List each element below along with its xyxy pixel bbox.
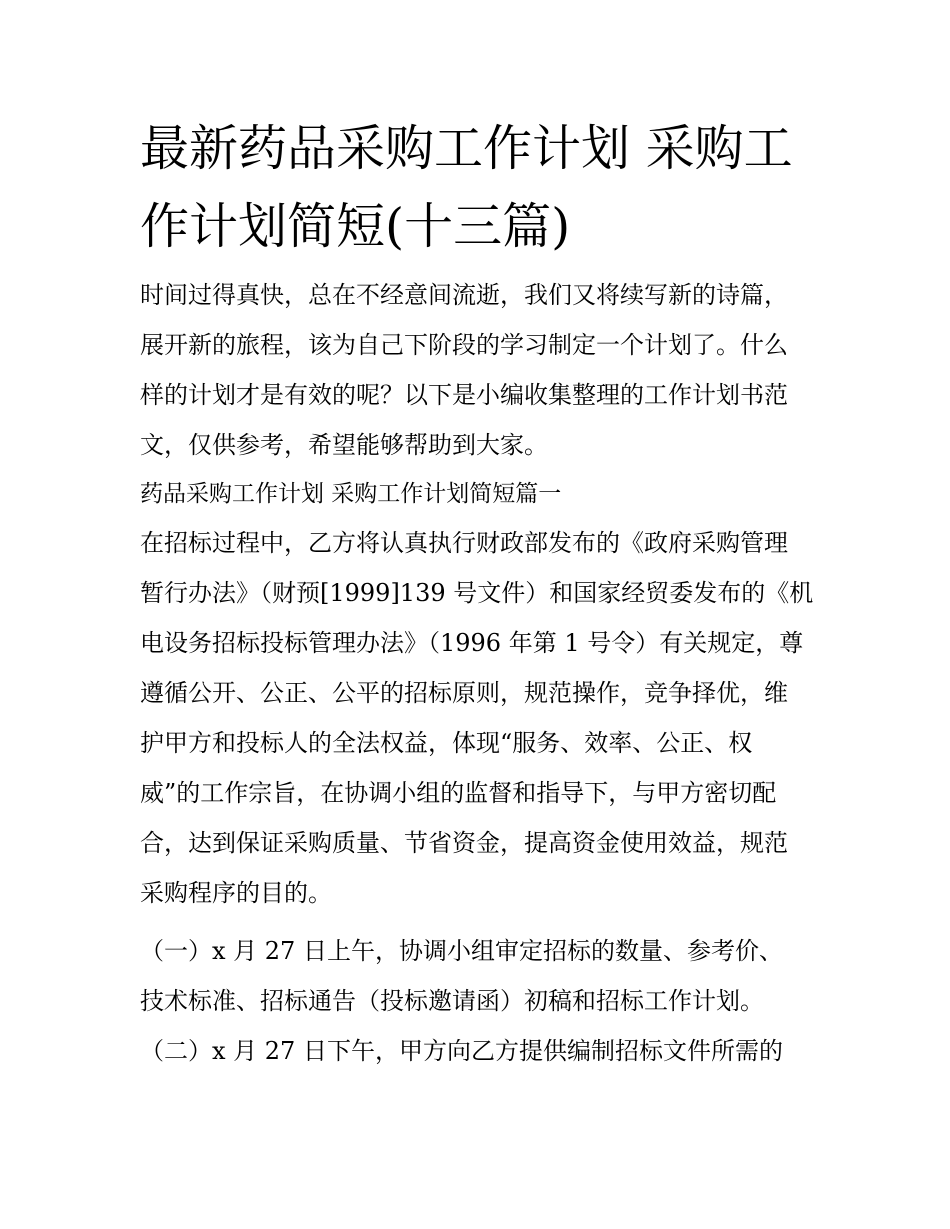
text-line: 样的计划才是有效的呢？以下是小编收集整理的工作计划书范 [140,381,788,409]
text-line: 电设务招标投标管理办法》（1996 年第 1 号令）有关规定，尊 [140,629,804,657]
list-item: 技术标准、招标通告（投标邀请函）初稿和招标工作计划。 [140,987,764,1015]
text-line: 合，达到保证采购质量、节省资金，提高资金使用效益，规范 [140,829,788,857]
list-item: （一）x 月 27 日上午，协调小组审定招标的数量、参考价、 [140,937,783,965]
text-line: 威”的工作宗旨，在协调小组的监督和指导下，与甲方密切配 [140,779,777,807]
list-item: （二）x 月 27 日下午，甲方向乙方提供编制招标文件所需的 [140,1037,783,1065]
text-line: 文，仅供参考，希望能够帮助到大家。 [140,431,548,459]
item-list [140,926,812,1076]
document-content [140,110,812,1076]
title-line: 最新药品采购工作计划 采购工 [140,120,793,177]
text-line: 展开新的旅程，该为自己下阶段的学习制定一个计划了。什么 [140,331,788,359]
body-paragraph [140,518,812,918]
intro-paragraph [140,270,812,470]
section-heading: 药品采购工作计划 采购工作计划简短篇一 [140,481,562,507]
text-line: 护甲方和投标人的全法权益，体现“服务、效率、公正、权 [140,729,753,757]
text-line: 采购程序的目的。 [140,879,332,907]
title-line: 作计划简短(十三篇) [140,198,571,255]
text-line: 在招标过程中，乙方将认真执行财政部发布的《政府采购管理 [140,529,788,557]
document-title [140,110,812,266]
text-line: 遵循公开、公正、公平的招标原则，规范操作，竞争择优，维 [140,679,788,707]
text-line: 时间过得真快，总在不经意间流逝，我们又将续写新的诗篇， [140,281,788,309]
text-line: 暂行办法》（财预[1999]139 号文件）和国家经贸委发布的《机 [140,579,814,607]
